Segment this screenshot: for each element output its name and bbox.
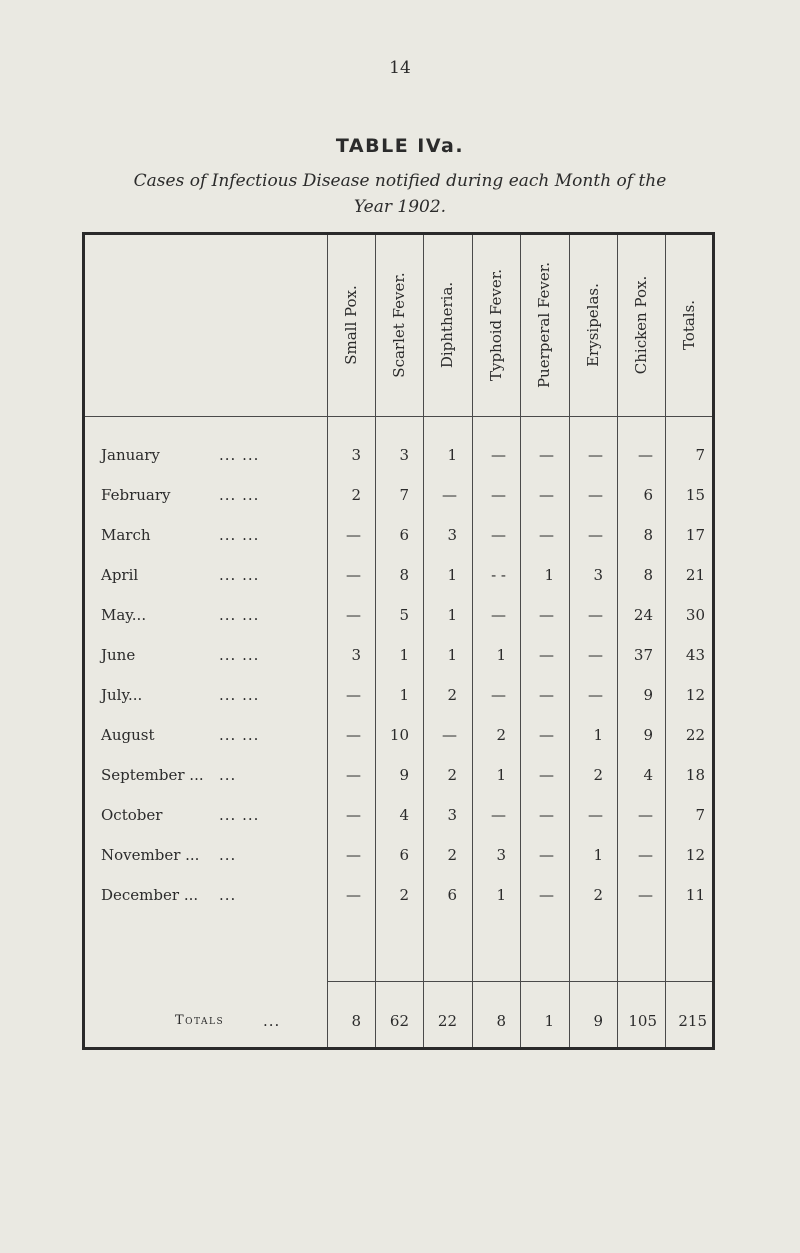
month-label: December ... xyxy=(101,886,199,904)
total-puerperal-fever: 1 xyxy=(544,1012,554,1030)
cell-typhoid-fever: 2 xyxy=(496,726,506,744)
cell-chicken-pox: 6 xyxy=(643,486,653,504)
month-label: May... xyxy=(101,606,147,624)
leader-dots: ... ... xyxy=(219,806,260,824)
header-diphtheria: Diphtheria. xyxy=(438,281,456,369)
cell-small-pox: — xyxy=(346,726,361,744)
total-chicken-pox: 105 xyxy=(628,1012,657,1030)
cell-typhoid-fever: 1 xyxy=(496,646,506,664)
leader-dots: ... xyxy=(219,846,237,864)
totals-row xyxy=(85,1001,712,1041)
table-row xyxy=(85,515,712,555)
cell-erysipelas: 2 xyxy=(593,886,603,904)
cell-scarlet-fever: 4 xyxy=(399,806,409,824)
cell-chicken-pox: 8 xyxy=(643,526,653,544)
month-label: March xyxy=(101,526,151,544)
cell-small-pox: — xyxy=(346,606,361,624)
cell-erysipelas: 2 xyxy=(593,766,603,784)
cell-typhoid-fever: 3 xyxy=(496,846,506,864)
table-row xyxy=(85,675,712,715)
cell-chicken-pox: 9 xyxy=(643,726,653,744)
cell-typhoid-fever: 1 xyxy=(496,886,506,904)
cell-diphtheria: 2 xyxy=(447,686,457,704)
cell-diphtheria: 3 xyxy=(447,806,457,824)
header-scarlet-fever: Scarlet Fever. xyxy=(390,272,408,378)
page-number: 14 xyxy=(389,58,411,78)
cell-diphtheria: 2 xyxy=(447,846,457,864)
cell-typhoid-fever: — xyxy=(491,806,506,824)
subtitle-line-1: Cases of Infectious Disease notified during each Month of the xyxy=(133,171,667,191)
cell-erysipelas: 1 xyxy=(593,726,603,744)
cell-small-pox: — xyxy=(346,566,361,584)
cell-totals: 12 xyxy=(685,686,705,704)
cell-diphtheria: 1 xyxy=(447,606,457,624)
cell-diphtheria: 6 xyxy=(447,886,457,904)
cell-small-pox: — xyxy=(346,886,361,904)
cell-puerperal-fever: — xyxy=(539,446,554,464)
cell-puerperal-fever: — xyxy=(539,686,554,704)
cell-scarlet-fever: 6 xyxy=(399,846,409,864)
cell-small-pox: 3 xyxy=(351,646,361,664)
month-label: August xyxy=(101,726,155,744)
cell-small-pox: — xyxy=(346,846,361,864)
cell-diphtheria: 1 xyxy=(447,566,457,584)
cell-scarlet-fever: 1 xyxy=(399,646,409,664)
header-totals: Totals. xyxy=(680,299,698,351)
total-erysipelas: 9 xyxy=(593,1012,603,1030)
total-small-pox: 8 xyxy=(351,1012,361,1030)
table-row xyxy=(85,475,712,515)
cell-totals: 18 xyxy=(685,766,705,784)
cell-totals: 7 xyxy=(695,446,705,464)
month-label: November ... xyxy=(101,846,200,864)
cell-small-pox: 2 xyxy=(351,486,361,504)
cell-puerperal-fever: — xyxy=(539,486,554,504)
cell-diphtheria: 2 xyxy=(447,766,457,784)
cell-puerperal-fever: — xyxy=(539,766,554,784)
cell-small-pox: — xyxy=(346,806,361,824)
cell-totals: 21 xyxy=(685,566,705,584)
month-label: July... xyxy=(101,686,143,704)
cell-puerperal-fever: — xyxy=(539,886,554,904)
total-diphtheria: 22 xyxy=(437,1012,457,1030)
totals-label: Totals xyxy=(175,1013,225,1028)
table-row xyxy=(85,435,712,475)
infectious-disease-table xyxy=(82,232,715,1050)
header-erysipelas: Erysipelas. xyxy=(584,283,602,367)
cell-chicken-pox: — xyxy=(638,806,653,824)
leader-dots: ... ... xyxy=(219,446,260,464)
cell-totals: 15 xyxy=(685,486,705,504)
leader-dots: ... xyxy=(219,886,237,904)
cell-chicken-pox: 9 xyxy=(643,686,653,704)
cell-typhoid-fever: 1 xyxy=(496,766,506,784)
cell-scarlet-fever: 1 xyxy=(399,686,409,704)
cell-chicken-pox: 8 xyxy=(643,566,653,584)
month-label: February xyxy=(101,486,171,504)
cell-scarlet-fever: 2 xyxy=(399,886,409,904)
header-puerperal-fever: Puerperal Fever. xyxy=(535,261,553,389)
cell-small-pox: — xyxy=(346,766,361,784)
cell-totals: 11 xyxy=(685,886,705,904)
cell-diphtheria: — xyxy=(442,726,457,744)
cell-chicken-pox: — xyxy=(638,846,653,864)
cell-diphtheria: 1 xyxy=(447,446,457,464)
leader-dots: ... ... xyxy=(219,566,260,584)
cell-typhoid-fever: — xyxy=(491,606,506,624)
cell-chicken-pox: — xyxy=(638,886,653,904)
cell-erysipelas: — xyxy=(588,646,603,664)
table-row xyxy=(85,795,712,835)
cell-chicken-pox: 4 xyxy=(643,766,653,784)
month-label: June xyxy=(101,646,136,664)
table-row xyxy=(85,595,712,635)
table-subtitle xyxy=(0,168,800,220)
cell-totals: 30 xyxy=(685,606,705,624)
cell-puerperal-fever: — xyxy=(539,806,554,824)
cell-totals: 22 xyxy=(685,726,705,744)
cell-typhoid-fever: — xyxy=(491,446,506,464)
cell-small-pox: — xyxy=(346,686,361,704)
leader-dots: ... ... xyxy=(219,726,260,744)
cell-puerperal-fever: — xyxy=(539,606,554,624)
cell-scarlet-fever: 5 xyxy=(399,606,409,624)
cell-erysipelas: — xyxy=(588,686,603,704)
cell-totals: 43 xyxy=(685,646,705,664)
cell-chicken-pox: 24 xyxy=(633,606,653,624)
header-rule xyxy=(85,416,712,417)
cell-erysipelas: — xyxy=(588,486,603,504)
table-row xyxy=(85,635,712,675)
cell-erysipelas: 1 xyxy=(593,846,603,864)
totals-rule xyxy=(327,981,712,982)
cell-small-pox: 3 xyxy=(351,446,361,464)
cell-puerperal-fever: — xyxy=(539,846,554,864)
table-row xyxy=(85,555,712,595)
cell-typhoid-fever: - - xyxy=(491,566,506,584)
cell-diphtheria: 3 xyxy=(447,526,457,544)
cell-erysipelas: — xyxy=(588,446,603,464)
cell-small-pox: — xyxy=(346,526,361,544)
cell-scarlet-fever: 3 xyxy=(399,446,409,464)
month-label: April xyxy=(101,566,139,584)
cell-puerperal-fever: — xyxy=(539,646,554,664)
cell-puerperal-fever: — xyxy=(539,526,554,544)
cell-typhoid-fever: — xyxy=(491,486,506,504)
total-typhoid-fever: 8 xyxy=(496,1012,506,1030)
leader-dots: ... xyxy=(219,766,237,784)
cell-diphtheria: — xyxy=(442,486,457,504)
month-label: October xyxy=(101,806,163,824)
table-row xyxy=(85,755,712,795)
cell-erysipelas: — xyxy=(588,526,603,544)
cell-scarlet-fever: 10 xyxy=(389,726,409,744)
leader-dots: ... ... xyxy=(219,606,260,624)
cell-chicken-pox: 37 xyxy=(633,646,653,664)
table-row xyxy=(85,875,712,915)
month-label: January xyxy=(101,446,160,464)
cell-totals: 12 xyxy=(685,846,705,864)
cell-erysipelas: — xyxy=(588,806,603,824)
total-grand: 215 xyxy=(678,1012,707,1030)
cell-scarlet-fever: 7 xyxy=(399,486,409,504)
header-typhoid-fever: Typhoid Fever. xyxy=(487,268,505,382)
cell-scarlet-fever: 8 xyxy=(399,566,409,584)
cell-typhoid-fever: — xyxy=(491,686,506,704)
month-label: September ... xyxy=(101,766,204,784)
leader-dots: ... ... xyxy=(219,486,260,504)
header-chicken-pox: Chicken Pox. xyxy=(632,275,650,375)
leader-dots: ... ... xyxy=(219,646,260,664)
cell-totals: 17 xyxy=(685,526,705,544)
table-title: TABLE IVa. xyxy=(335,135,465,157)
cell-typhoid-fever: — xyxy=(491,526,506,544)
cell-puerperal-fever: — xyxy=(539,726,554,744)
cell-chicken-pox: — xyxy=(638,446,653,464)
cell-erysipelas: — xyxy=(588,606,603,624)
leader-dots: ... xyxy=(263,1012,281,1030)
leader-dots: ... ... xyxy=(219,686,260,704)
cell-diphtheria: 1 xyxy=(447,646,457,664)
total-scarlet-fever: 62 xyxy=(389,1012,409,1030)
header-small-pox: Small Pox. xyxy=(342,285,360,365)
cell-erysipelas: 3 xyxy=(593,566,603,584)
cell-scarlet-fever: 6 xyxy=(399,526,409,544)
table-row xyxy=(85,835,712,875)
table-row xyxy=(85,715,712,755)
cell-scarlet-fever: 9 xyxy=(399,766,409,784)
cell-totals: 7 xyxy=(695,806,705,824)
leader-dots: ... ... xyxy=(219,526,260,544)
cell-puerperal-fever: 1 xyxy=(544,566,554,584)
subtitle-line-2: Year 1902. xyxy=(353,197,447,217)
